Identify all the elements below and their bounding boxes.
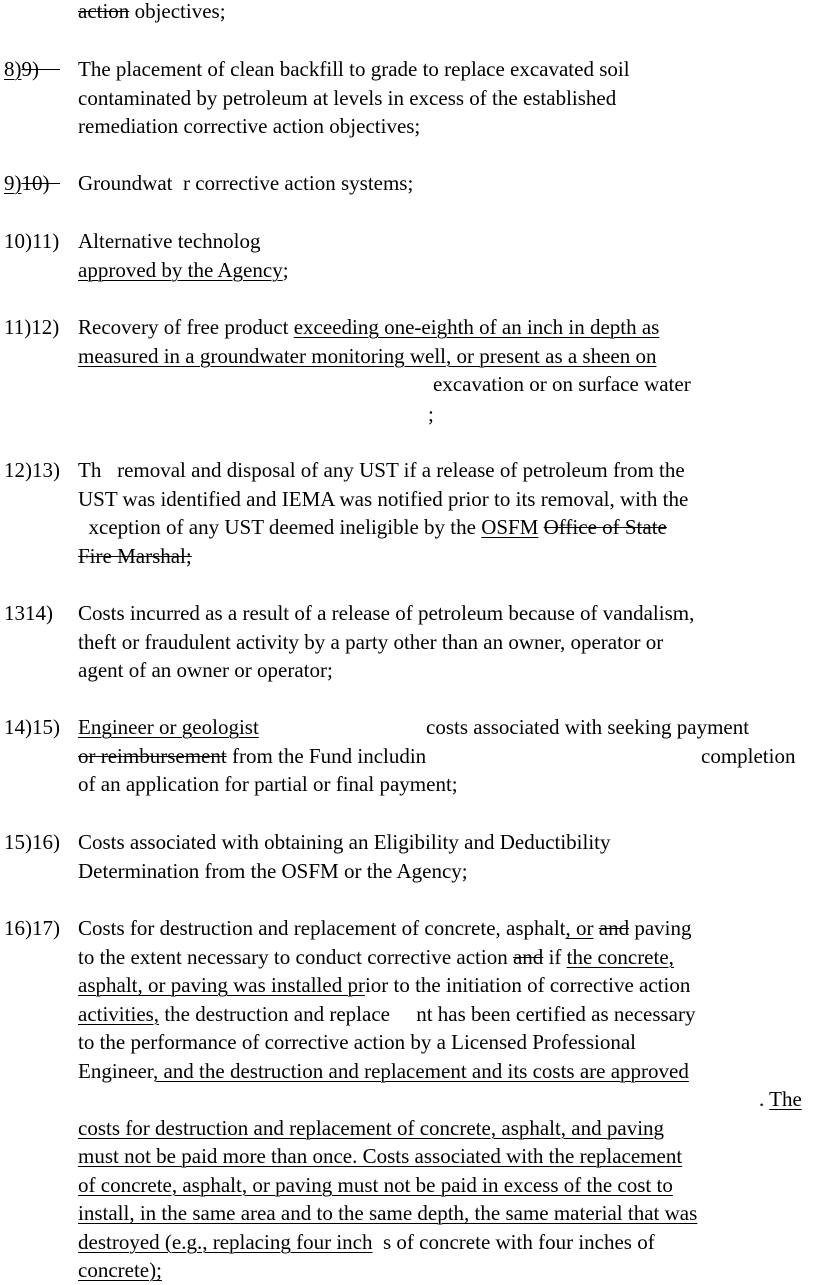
deleted-text: action bbox=[78, 0, 130, 23]
inserted-text: , and the destruction and replacement and its costs are approved bbox=[152, 1058, 689, 1083]
item-number bbox=[4, 55, 60, 84]
text-run: excavation or on surface water bbox=[433, 372, 691, 396]
text-line bbox=[78, 656, 333, 685]
inserted-text: the concrete, bbox=[566, 944, 674, 969]
inserted-text: 9) bbox=[4, 171, 22, 195]
item-number bbox=[4, 713, 60, 742]
text-run: Costs associated with obtaining an Eligibility and Deductibility bbox=[78, 830, 611, 854]
text-run: paving bbox=[629, 916, 692, 940]
text-run: 10)11) bbox=[4, 229, 60, 253]
text-run: 11)12) bbox=[4, 315, 60, 339]
text-run: Engineer bbox=[78, 1058, 153, 1083]
deleted-text bbox=[50, 171, 61, 195]
text-line bbox=[78, 1028, 636, 1057]
text-line bbox=[78, 1171, 673, 1200]
text-run: Recovery of free product bbox=[78, 315, 294, 339]
text-run: Alternative technolog bbox=[78, 229, 261, 253]
text-run: theft or fraudulent activity by a party other than an owner, operator or bbox=[78, 629, 664, 654]
inserted-text: costs for destruction and replacement of concrete, asphalt, and paving bbox=[78, 1115, 665, 1140]
text-run: ; bbox=[282, 257, 289, 282]
text-run: 12)13) bbox=[4, 458, 60, 482]
deleted-text: and bbox=[512, 944, 544, 969]
text-line bbox=[78, 599, 694, 628]
text-run: the destruction and replace nt has been certified as necessary bbox=[159, 1001, 696, 1026]
text-run: from the Fund includin bbox=[226, 743, 427, 768]
text-run: Determination from the OSFM or the Agency; bbox=[78, 858, 468, 883]
text-line bbox=[78, 0, 226, 26]
text-line bbox=[78, 713, 259, 742]
text-run: Groundwat r corrective action systems; bbox=[78, 171, 414, 195]
text-run: 14)15) bbox=[4, 715, 60, 739]
deleted-text bbox=[39, 57, 60, 81]
text-line bbox=[78, 742, 426, 771]
inserted-text: , or bbox=[565, 916, 594, 940]
text-line bbox=[78, 971, 690, 1000]
inserted-text: activities, bbox=[78, 1001, 160, 1026]
inserted-text: 8) bbox=[4, 57, 22, 81]
inserted-text: asphalt, or paving was installed pr bbox=[78, 973, 365, 997]
item-number bbox=[4, 169, 60, 198]
inserted-text: must not be paid more than once. Costs associated with the replacement bbox=[78, 1144, 683, 1168]
deleted-text: 10) bbox=[21, 171, 50, 195]
text-line bbox=[78, 628, 663, 657]
text-line bbox=[78, 227, 261, 256]
text-line bbox=[759, 1085, 802, 1114]
inserted-text: OSFM bbox=[481, 515, 539, 539]
inserted-text: of concrete, asphalt, or paving must not be paid in excess of the cost to bbox=[78, 1172, 673, 1197]
item-number bbox=[4, 227, 59, 256]
text-line bbox=[78, 1057, 689, 1086]
text-run: UST was identified and IEMA was notified prior to its removal, with the bbox=[78, 486, 689, 511]
text-run: to the performance of corrective action by a Licensed Professional bbox=[78, 1030, 637, 1054]
text-line bbox=[78, 342, 657, 371]
text-run: s of concrete with four inches of bbox=[372, 1229, 655, 1254]
text-run: 1314) bbox=[4, 601, 53, 625]
deleted-text: Office of State bbox=[543, 515, 667, 539]
inserted-text: The bbox=[769, 1087, 802, 1111]
text-run: agent of an owner or operator; bbox=[78, 658, 333, 682]
text-run: costs associated with seeking payment bbox=[426, 715, 750, 739]
text-line bbox=[428, 400, 434, 429]
inserted-text: approved by the Agency bbox=[78, 257, 283, 282]
text-run: contaminated by petroleum at levels in excess of the established bbox=[78, 85, 617, 110]
text-line bbox=[78, 857, 468, 886]
text-line bbox=[78, 313, 659, 342]
inserted-text: Engineer or geologist bbox=[78, 715, 259, 739]
inserted-text: install, in the same area and to the same depth, the same material that was bbox=[78, 1201, 698, 1225]
inserted-text: destroyed (e.g., replacing four inch bbox=[78, 1229, 373, 1254]
item-number bbox=[4, 313, 59, 342]
text-line bbox=[426, 713, 749, 742]
text-line bbox=[701, 742, 795, 771]
text-line bbox=[78, 112, 420, 141]
text-run: objectives; bbox=[129, 0, 226, 23]
text-line bbox=[78, 513, 667, 542]
text-line bbox=[78, 256, 289, 285]
text-run: remediation corrective action objectives; bbox=[78, 114, 421, 138]
text-run: Costs incurred as a result of a release of petroleum because of vandalism, bbox=[78, 601, 695, 625]
item-number bbox=[4, 828, 60, 857]
text-line bbox=[78, 542, 192, 571]
text-line bbox=[78, 1256, 162, 1285]
text-run: completion bbox=[701, 743, 796, 768]
text-line bbox=[78, 828, 611, 857]
item-number bbox=[4, 914, 60, 943]
text-run: ior to the initiation of corrective action bbox=[364, 973, 691, 997]
text-line bbox=[78, 1142, 682, 1171]
deleted-text: and bbox=[598, 916, 630, 940]
item-number bbox=[4, 599, 53, 628]
text-run: to the extent necessary to conduct corrective action bbox=[78, 944, 513, 969]
text-line bbox=[78, 1000, 696, 1029]
text-line bbox=[78, 456, 685, 485]
text-line bbox=[78, 1199, 697, 1228]
text-run: if bbox=[543, 944, 567, 969]
text-run: xception of any UST deemed ineligible by the bbox=[78, 515, 482, 539]
text-run: . bbox=[759, 1087, 770, 1111]
text-line bbox=[78, 1228, 655, 1257]
item-number bbox=[4, 456, 60, 485]
inserted-text: exceeding one-eighth of an inch in depth as bbox=[293, 315, 660, 339]
inserted-text: concrete); bbox=[78, 1258, 162, 1282]
text-line bbox=[78, 485, 688, 514]
text-run: Th removal and disposal of any UST if a release of petroleum from the bbox=[78, 458, 685, 482]
text-line bbox=[78, 55, 630, 84]
text-run: Costs for destruction and replacement of concrete, asphalt bbox=[78, 916, 566, 940]
text-run: The placement of clean backfill to grade to replace excavated soil bbox=[78, 57, 630, 81]
deleted-text: or reimbursement bbox=[78, 743, 227, 768]
text-run: of an application for partial or final payment; bbox=[78, 772, 458, 796]
inserted-text: measured in a groundwater monitoring well, or present as a sheen on bbox=[78, 343, 657, 368]
text-line bbox=[78, 943, 674, 972]
text-line bbox=[78, 169, 413, 198]
text-run: ; bbox=[428, 402, 434, 426]
text-line bbox=[78, 914, 691, 943]
text-line bbox=[78, 770, 458, 799]
deleted-text: 9) bbox=[21, 57, 39, 81]
text-run: 16)17) bbox=[4, 916, 60, 940]
text-line bbox=[78, 1114, 664, 1143]
text-run: 15)16) bbox=[4, 830, 60, 854]
text-line bbox=[433, 370, 691, 399]
text-line bbox=[78, 84, 616, 113]
deleted-text: Fire Marshal; bbox=[78, 543, 192, 568]
